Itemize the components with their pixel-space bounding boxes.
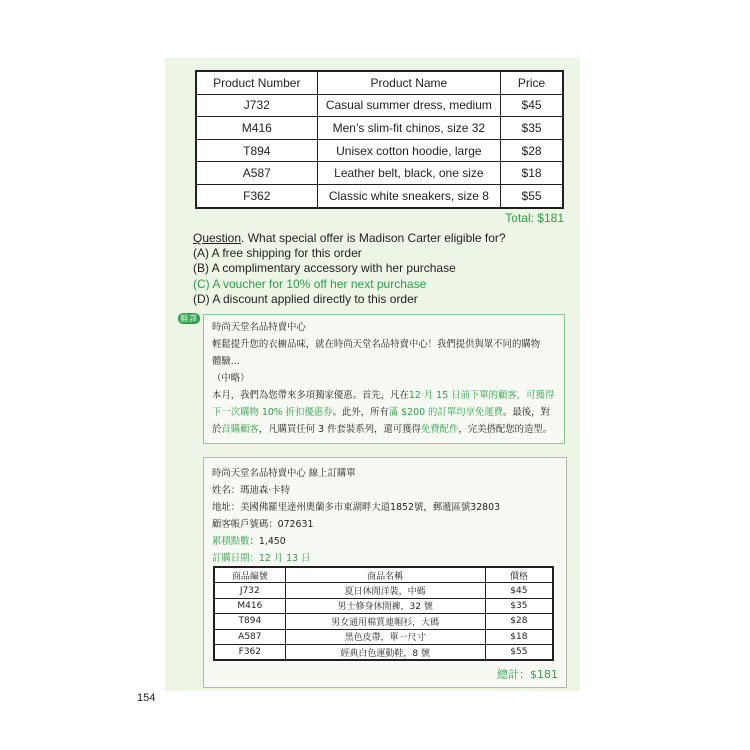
table-cell: J732	[196, 94, 317, 117]
table-cell: M416	[214, 598, 285, 613]
ad-omitted-note: （中略）	[212, 373, 250, 384]
table-cell: M416	[196, 117, 317, 140]
order-title: 時尚天堂名品特賣中心 線上訂購單	[212, 468, 356, 479]
answer-option-a: (A) A free shipping for this order	[193, 246, 362, 261]
question-text: . What special offer is Madison Carter eligible for?	[241, 231, 506, 245]
table-row	[196, 184, 563, 207]
table-cell: Unisex cotton hoodie, large	[317, 139, 501, 162]
ad-intro-line: 輕鬆提升您的衣櫥品味，就在時尚天堂名品特賣中心！我們提供與眾不同的購物	[212, 339, 541, 350]
ad-highlight: 12 月 15 日前下單的顧客，可獲得 下一次購物 10% 折扣優惠券	[212, 390, 555, 418]
table-cell: F362	[214, 644, 285, 660]
table-row	[196, 162, 563, 185]
column-header: Product Name	[317, 71, 501, 94]
column-header: 商品名稱	[285, 567, 485, 583]
ad-highlight: 滿 $200 的訂單均享免運費	[388, 407, 504, 418]
table-cell: T894	[196, 139, 317, 162]
question-label: Question	[193, 231, 242, 245]
table-cell: A587	[214, 629, 285, 644]
table-cell: $18	[501, 162, 563, 185]
table-header-row	[214, 567, 553, 583]
order-points	[212, 533, 558, 550]
ad-title: 時尚天堂名品特賣中心	[212, 322, 306, 333]
answer-option-b: (B) A complimentary accessory with her purchase	[193, 261, 456, 276]
order-name: 姓名：瑪迪森·卡特	[212, 485, 290, 496]
table-cell: 男女通用棉質連帽衫，大碼	[285, 614, 485, 629]
table-cell: $35	[485, 598, 553, 613]
question-block	[193, 231, 573, 307]
ad-offer-paragraph	[212, 387, 558, 438]
ad-text: ，完美搭配您的造型。	[458, 424, 553, 435]
table-cell: Classic white sneakers, size 8	[317, 184, 501, 207]
table-cell: Leather belt, black, one size	[317, 162, 501, 185]
points-label: 累積點數	[212, 536, 250, 547]
product-table-chinese	[213, 566, 554, 661]
table-row	[214, 614, 553, 629]
table-row	[214, 598, 553, 613]
table-cell: A587	[196, 162, 317, 185]
table-row	[214, 629, 553, 644]
table-cell: F362	[196, 184, 317, 207]
ad-intro-line: 體驗...	[212, 356, 240, 367]
table-cell: 夏日休閒洋裝，中碼	[285, 583, 485, 598]
order-date: 訂購日期：12 月 13 日	[212, 553, 311, 564]
ad-text: ，凡購買任何 3 件套裝系列，還可獲得	[258, 424, 421, 435]
ad-highlight: 免費配件	[420, 424, 459, 435]
translated-order-form	[203, 457, 567, 688]
page-number: 154	[137, 692, 156, 704]
table-cell: Casual summer dress, medium	[317, 94, 501, 117]
column-header: 價格	[485, 567, 553, 583]
table-cell: $45	[501, 94, 563, 117]
total-price-chinese: 總計：$181	[497, 668, 558, 681]
column-header: Product Number	[196, 71, 317, 94]
table-cell: $28	[501, 139, 563, 162]
product-table-english	[195, 70, 564, 209]
table-header-row	[196, 71, 563, 94]
table-row	[214, 644, 553, 660]
table-cell: $55	[501, 184, 563, 207]
order-account: 顧客帳戶號碼：072631	[212, 519, 314, 530]
table-cell: J732	[214, 583, 285, 598]
table-cell: $18	[485, 629, 553, 644]
table-row	[214, 583, 553, 598]
total-price-english: Total: $181	[505, 211, 564, 225]
table-row	[196, 117, 563, 140]
points-value: ：1,450	[249, 536, 286, 547]
order-address: 地址：美國佛羅里達州奧蘭多市東湖畔大道1852號，郵遞區號32803	[212, 502, 501, 513]
column-header: Price	[501, 71, 563, 94]
table-cell: $45	[485, 583, 553, 598]
table-cell: Men’s slim-fit chinos, size 32	[317, 117, 501, 140]
table-cell: 經典白色運動鞋，8 號	[285, 644, 485, 660]
table-cell: $55	[485, 644, 553, 660]
column-header: 商品編號	[214, 567, 285, 583]
table-cell: T894	[214, 614, 285, 629]
question-stem	[193, 231, 573, 246]
table-row	[196, 139, 563, 162]
ad-highlight: 首購顧客	[221, 424, 259, 435]
table-cell: 男士修身休閒褲，32 號	[285, 598, 485, 613]
answer-option-d: (D) A discount applied directly to this order	[193, 291, 418, 306]
ad-text: 。最後，對於	[212, 407, 550, 435]
answer-option-c-correct: (C) A voucher for 10% off her next purchase	[193, 276, 427, 291]
ad-text: 。此外，所有	[332, 407, 389, 418]
table-row	[196, 94, 563, 117]
translated-advertisement	[203, 314, 565, 444]
table-cell: $28	[485, 614, 553, 629]
ad-text: 本月，我們為您帶來多項獨家優惠。首先，凡在	[212, 390, 409, 401]
table-cell: $35	[501, 117, 563, 140]
translation-badge: 翻譯	[180, 314, 198, 323]
table-cell: 黑色皮帶，單一尺寸	[285, 629, 485, 644]
